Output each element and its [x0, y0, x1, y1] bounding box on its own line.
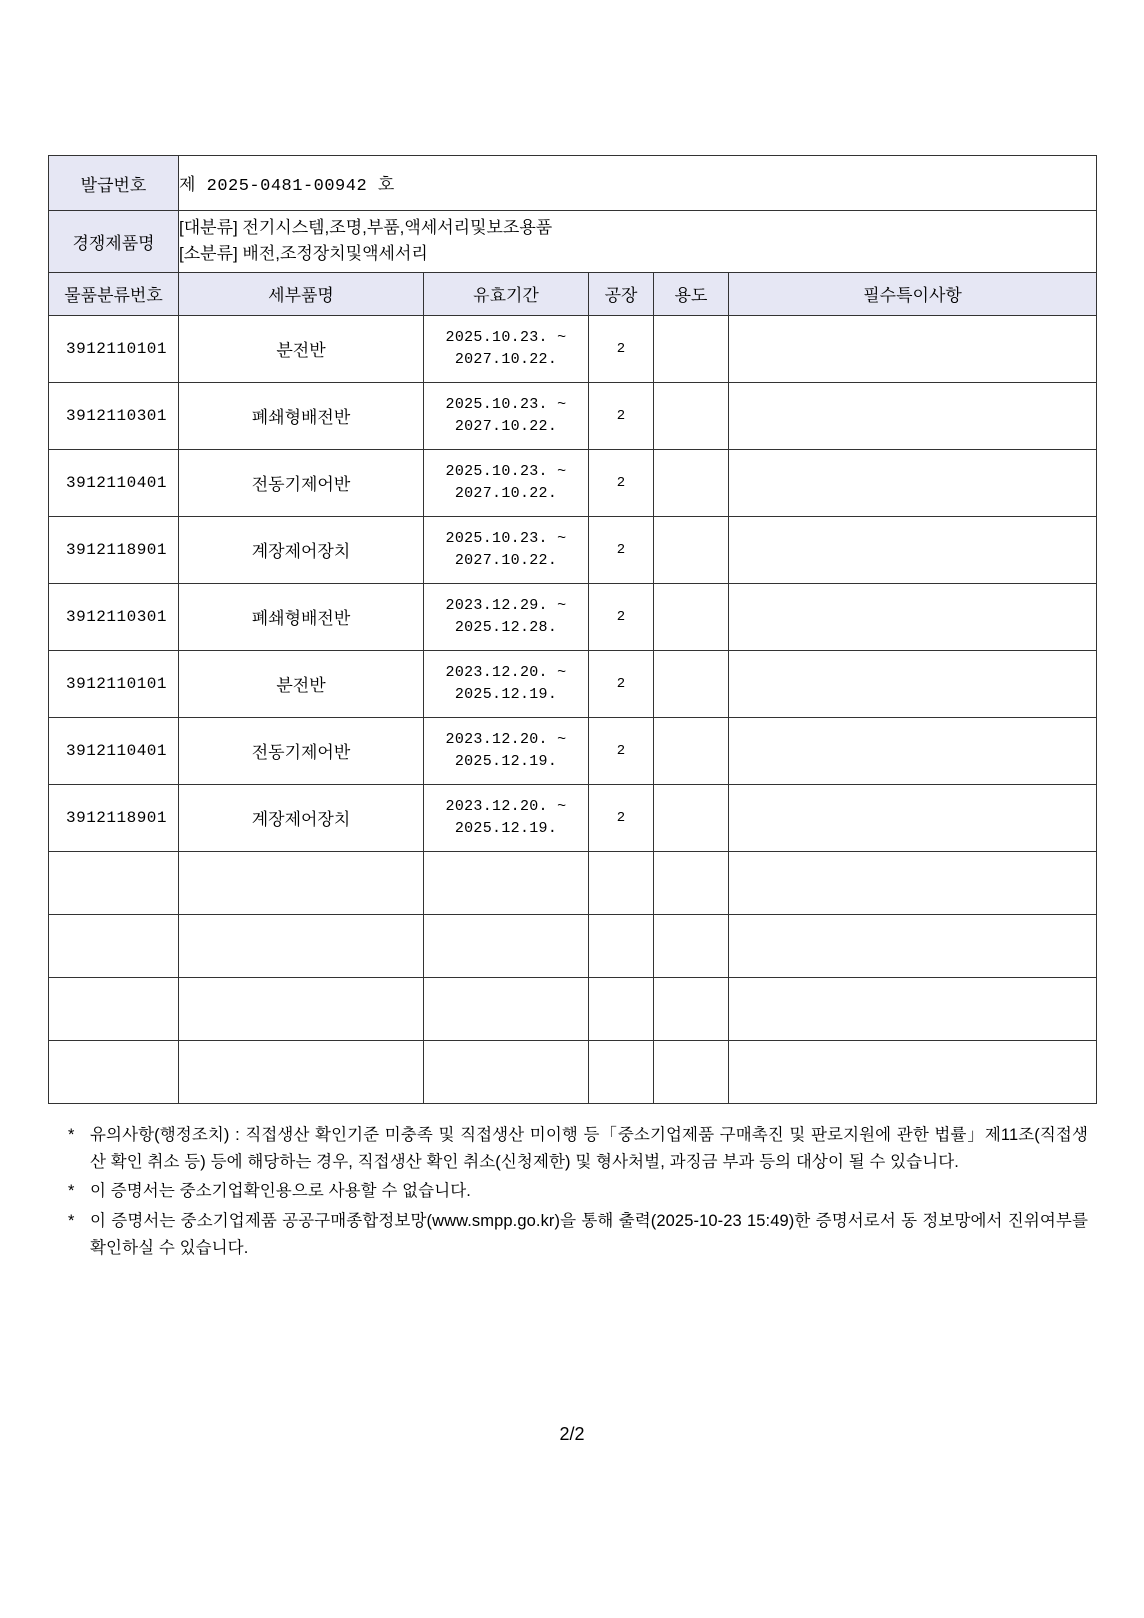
table-row	[49, 315, 1097, 382]
table-row	[49, 784, 1097, 851]
cell-code: 3912110301	[49, 583, 179, 650]
cell-usage	[654, 914, 729, 977]
cell-period-end: 2027.10.22.	[454, 484, 558, 502]
cell-usage	[654, 977, 729, 1040]
cell-required-notes	[729, 315, 1097, 382]
table-row	[49, 583, 1097, 650]
cell-period-start: 2025.10.23. ~	[445, 395, 567, 413]
cell-usage	[654, 1040, 729, 1103]
cell-usage	[654, 717, 729, 784]
footnote-text: 이 증명서는 중소기업제품 공공구매종합정보망(www.smpp.go.kr)을 통해 출력(2025-10-23 15:49)한 증명서로서 동 정보망에서 진위여부를 확인하실 수 있습니다.	[90, 1212, 1089, 1257]
cell-period-end: 2025.12.19.	[454, 752, 558, 770]
cell-usage	[654, 382, 729, 449]
cell-required-notes	[729, 1040, 1097, 1103]
cell-code	[49, 977, 179, 1040]
cell-code: 3912118901	[49, 516, 179, 583]
cell-usage	[654, 516, 729, 583]
cell-period-end: 2025.12.28.	[454, 618, 558, 636]
cell-required-notes	[729, 851, 1097, 914]
cell-period	[424, 449, 589, 516]
cell-usage	[654, 583, 729, 650]
cell-required-notes	[729, 516, 1097, 583]
cell-required-notes	[729, 650, 1097, 717]
cell-name: 계장제어장치	[179, 516, 424, 583]
cell-name: 계장제어장치	[179, 784, 424, 851]
footnote-text: 유의사항(행정조치) : 직접생산 확인기준 미충족 및 직접생산 미이행 등「중소기업제품 구매촉진 및 판로지원에 관한 법률」제11조(직접생산 확인 취소 등) 등에 해당하는 경우, 직접생산 확인 취소(신청제한) 및 형사처벌, 과징금 부과 등의 대상이 될 수 있습니다.	[90, 1126, 1088, 1171]
cell-name: 전동기제어반	[179, 717, 424, 784]
cell-required-notes	[729, 784, 1097, 851]
cell-name: 분전반	[179, 650, 424, 717]
cell-factory: 2	[589, 650, 654, 717]
cell-code: 3912110101	[49, 315, 179, 382]
cell-usage	[654, 449, 729, 516]
cell-required-notes	[729, 449, 1097, 516]
cell-code: 3912110401	[49, 449, 179, 516]
page-number: 2/2	[559, 1424, 585, 1444]
cell-factory: 2	[589, 583, 654, 650]
footnote-item	[68, 1122, 1088, 1175]
issue-number-value: 제 2025-0481-00942 호	[179, 156, 1097, 211]
footnote-bullet: *	[68, 1182, 75, 1201]
cell-period	[424, 1040, 589, 1103]
cell-period-start: 2023.12.20. ~	[445, 730, 567, 748]
issue-number-label: 발급번호	[49, 156, 179, 211]
cell-period-start: 2023.12.29. ~	[445, 596, 567, 614]
table-row	[49, 449, 1097, 516]
column-header-period: 유효기간	[424, 272, 589, 315]
cell-period	[424, 784, 589, 851]
cell-period-start: 2025.10.23. ~	[445, 462, 567, 480]
cell-name: 전동기제어반	[179, 449, 424, 516]
cell-period-start: 2023.12.20. ~	[445, 797, 567, 815]
cell-code: 3912110301	[49, 382, 179, 449]
competing-product-minor: [소분류] 배전,조정장치및액세서리	[179, 244, 428, 264]
cell-period	[424, 650, 589, 717]
table-row	[49, 382, 1097, 449]
cell-name	[179, 977, 424, 1040]
certificate-table	[48, 155, 1097, 1104]
cell-usage	[654, 650, 729, 717]
cell-name: 폐쇄형배전반	[179, 382, 424, 449]
cell-period	[424, 516, 589, 583]
cell-factory: 2	[589, 449, 654, 516]
table-row	[49, 516, 1097, 583]
cell-name: 분전반	[179, 315, 424, 382]
column-header-required-notes: 필수특이사항	[729, 272, 1097, 315]
cell-period-end: 2027.10.22.	[454, 551, 558, 569]
footnote-item	[68, 1208, 1088, 1261]
issue-number-row	[49, 156, 1097, 211]
cell-period-end: 2027.10.22.	[454, 417, 558, 435]
cell-required-notes	[729, 583, 1097, 650]
cell-period	[424, 717, 589, 784]
cell-period	[424, 315, 589, 382]
cell-period	[424, 583, 589, 650]
cell-period	[424, 977, 589, 1040]
cell-code	[49, 851, 179, 914]
cell-period	[424, 382, 589, 449]
table-row-empty	[49, 1040, 1097, 1103]
cell-period-end: 2027.10.22.	[454, 350, 558, 368]
cell-period-start: 2025.10.23. ~	[445, 529, 567, 547]
cell-period-start: 2023.12.20. ~	[445, 663, 567, 681]
cell-period-end: 2025.12.19.	[454, 685, 558, 703]
cell-period	[424, 851, 589, 914]
column-header-factory: 공장	[589, 272, 654, 315]
cell-factory	[589, 977, 654, 1040]
table-row-empty	[49, 977, 1097, 1040]
cell-name	[179, 914, 424, 977]
competing-product-value	[179, 211, 1097, 273]
table-header-row	[49, 272, 1097, 315]
cell-factory: 2	[589, 717, 654, 784]
table-row	[49, 717, 1097, 784]
competing-product-major: [대분류] 전기시스템,조명,부품,액세서리및보조용품	[179, 218, 553, 237]
cell-usage	[654, 851, 729, 914]
cell-factory	[589, 1040, 654, 1103]
table-row-empty	[49, 914, 1097, 977]
column-header-code: 물품분류번호	[49, 272, 179, 315]
cell-usage	[654, 784, 729, 851]
cell-code	[49, 914, 179, 977]
cell-factory: 2	[589, 382, 654, 449]
footnotes	[68, 1122, 1088, 1265]
footnote-bullet: *	[68, 1212, 75, 1231]
table-row	[49, 650, 1097, 717]
cell-name	[179, 851, 424, 914]
competing-product-row	[49, 211, 1097, 273]
cell-code	[49, 1040, 179, 1103]
cell-code: 3912110401	[49, 717, 179, 784]
column-header-usage: 용도	[654, 272, 729, 315]
cell-factory: 2	[589, 516, 654, 583]
table-row-empty	[49, 851, 1097, 914]
cell-factory	[589, 914, 654, 977]
cell-usage	[654, 315, 729, 382]
footnote-item	[68, 1178, 1088, 1205]
cell-factory: 2	[589, 315, 654, 382]
column-header-name: 세부품명	[179, 272, 424, 315]
cell-name: 폐쇄형배전반	[179, 583, 424, 650]
cell-period	[424, 914, 589, 977]
footnote-text: 이 증명서는 중소기업확인용으로 사용할 수 없습니다.	[90, 1182, 471, 1201]
cell-factory: 2	[589, 784, 654, 851]
cell-required-notes	[729, 717, 1097, 784]
footnote-bullet: *	[68, 1126, 75, 1144]
cell-period-end: 2025.12.19.	[454, 819, 558, 837]
cell-period-start: 2025.10.23. ~	[445, 328, 567, 346]
cell-code: 3912118901	[49, 784, 179, 851]
cell-factory	[589, 851, 654, 914]
cell-required-notes	[729, 382, 1097, 449]
cell-required-notes	[729, 977, 1097, 1040]
cell-required-notes	[729, 914, 1097, 977]
cell-name	[179, 1040, 424, 1103]
cell-code: 3912110101	[49, 650, 179, 717]
competing-product-label: 경쟁제품명	[49, 211, 179, 273]
